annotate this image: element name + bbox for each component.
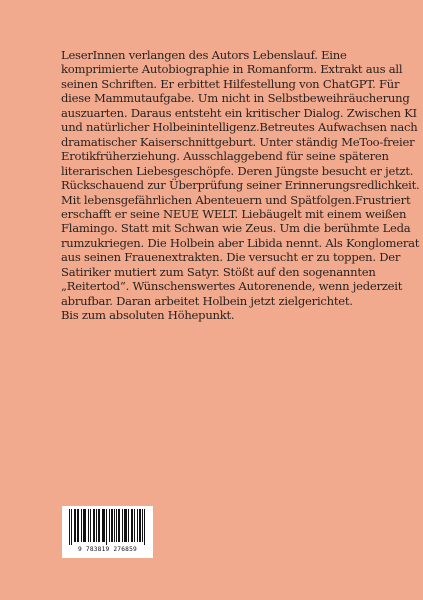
blurb-line: komprimierte Autobiographie in Romanform. Extrakt aus all	[61, 62, 403, 77]
blurb-line: erschafft er seine NEUE WELT. Liebäugelt mit einem weißen	[61, 206, 407, 221]
barcode-bar	[93, 509, 94, 542]
barcode-bar	[124, 509, 125, 542]
barcode-bar	[102, 509, 103, 542]
barcode-bar	[112, 509, 113, 542]
barcode-bar	[116, 509, 117, 542]
barcode-bar	[126, 509, 127, 542]
blurb-line: auszuarten. Daraus entsteht ein kritischer Dialog. Zwischen KI	[61, 105, 417, 120]
barcode-bar	[142, 509, 143, 542]
barcode-bar	[131, 509, 132, 542]
barcode-bar	[88, 509, 89, 542]
blurb-line: abrufbar. Daran arbeitet Holbein jetzt zielgerichtet.	[61, 293, 353, 308]
barcode-bar	[125, 509, 126, 542]
blurb-line: diese Mammutaufgabe. Um nicht in Selbstbeweihräucherung	[61, 91, 410, 106]
barcode-bar	[106, 509, 107, 545]
barcode-bar	[132, 509, 133, 542]
barcode-bar	[109, 509, 110, 542]
blurb-line: dramatischer Kaiserschnittgeburt. Unter ständig MeToo-freier	[61, 134, 415, 149]
barcode-bar	[83, 509, 84, 542]
barcode-bar	[96, 509, 97, 542]
blurb-line: Bis zum absoluten Höhepunkt.	[61, 308, 235, 323]
barcode-bar	[71, 509, 72, 545]
barcode-bar	[77, 509, 78, 542]
barcode-bar	[128, 509, 129, 542]
barcode-bar	[111, 509, 112, 542]
barcode-bar	[134, 509, 135, 542]
barcode-bar	[90, 509, 91, 542]
blurb-line: „Reitertod“. Wünschenswertes Autorenende, wenn jederzeit	[61, 279, 403, 294]
barcode-bar	[119, 509, 120, 542]
blurb-line: Mit lebensgefährlichen Abenteuern und Spätfolgen.Frustriert	[61, 192, 411, 207]
blurb-line: Rückschauend zur Überprüfung seiner Erinnerungsredlichkeit.	[61, 178, 420, 193]
barcode-bar	[144, 509, 145, 545]
barcode-bar	[85, 509, 86, 542]
barcode-bar	[103, 509, 104, 542]
blurb-line: rumzukriegen. Die Holbein aber Libida nennt. Als Konglomerat	[61, 235, 420, 250]
blurb-line: aus seinen Frauenextrakten. Die versucht er zu toppen. Der	[61, 250, 401, 265]
blurb-line: LeserInnen verlangen des Autors Lebenslauf. Eine	[61, 48, 347, 62]
barcode-bar	[81, 509, 82, 542]
barcode-bar	[75, 509, 76, 542]
barcode-bar	[99, 509, 100, 542]
barcode-bar	[84, 509, 85, 542]
barcode-bar	[137, 509, 138, 542]
barcode-digits: 9 783819 276859	[78, 546, 137, 553]
barcode-bar	[139, 509, 140, 542]
barcode-bar	[78, 509, 79, 542]
barcode-bar	[114, 509, 115, 542]
barcode-bar	[118, 509, 119, 542]
blurb-line: Erotikfrüherziehung. Ausschlaggebend für seine späteren	[61, 149, 389, 164]
blurb-line: Satiriker mutiert zum Satyr. Stößt auf den sogenannten	[61, 264, 376, 279]
blurb-line: und natürlicher Holbeinintelligenz.Betreutes Aufwachsen nach	[61, 120, 418, 135]
blurb-line: Flamingo. Statt mit Schwan wie Zeus. Um die berühmte Leda	[61, 221, 411, 236]
barcode-bar	[104, 509, 105, 542]
blurb-line: literarischen Liebesgeschöpfe. Deren Jüngste besucht er jetzt.	[61, 163, 414, 178]
barcode-bar	[140, 509, 141, 542]
barcode-bar	[74, 509, 75, 542]
blurb-text	[61, 48, 420, 323]
isbn-barcode	[62, 506, 153, 558]
barcode-bar	[122, 509, 123, 542]
barcode-bars	[69, 509, 146, 545]
barcode-bar	[69, 509, 70, 545]
barcode-bar	[98, 509, 99, 542]
blurb-line: seinen Schriften. Er erbittet Hilfestellung von ChatGPT. Für	[61, 76, 400, 91]
barcode-bar	[94, 509, 95, 542]
